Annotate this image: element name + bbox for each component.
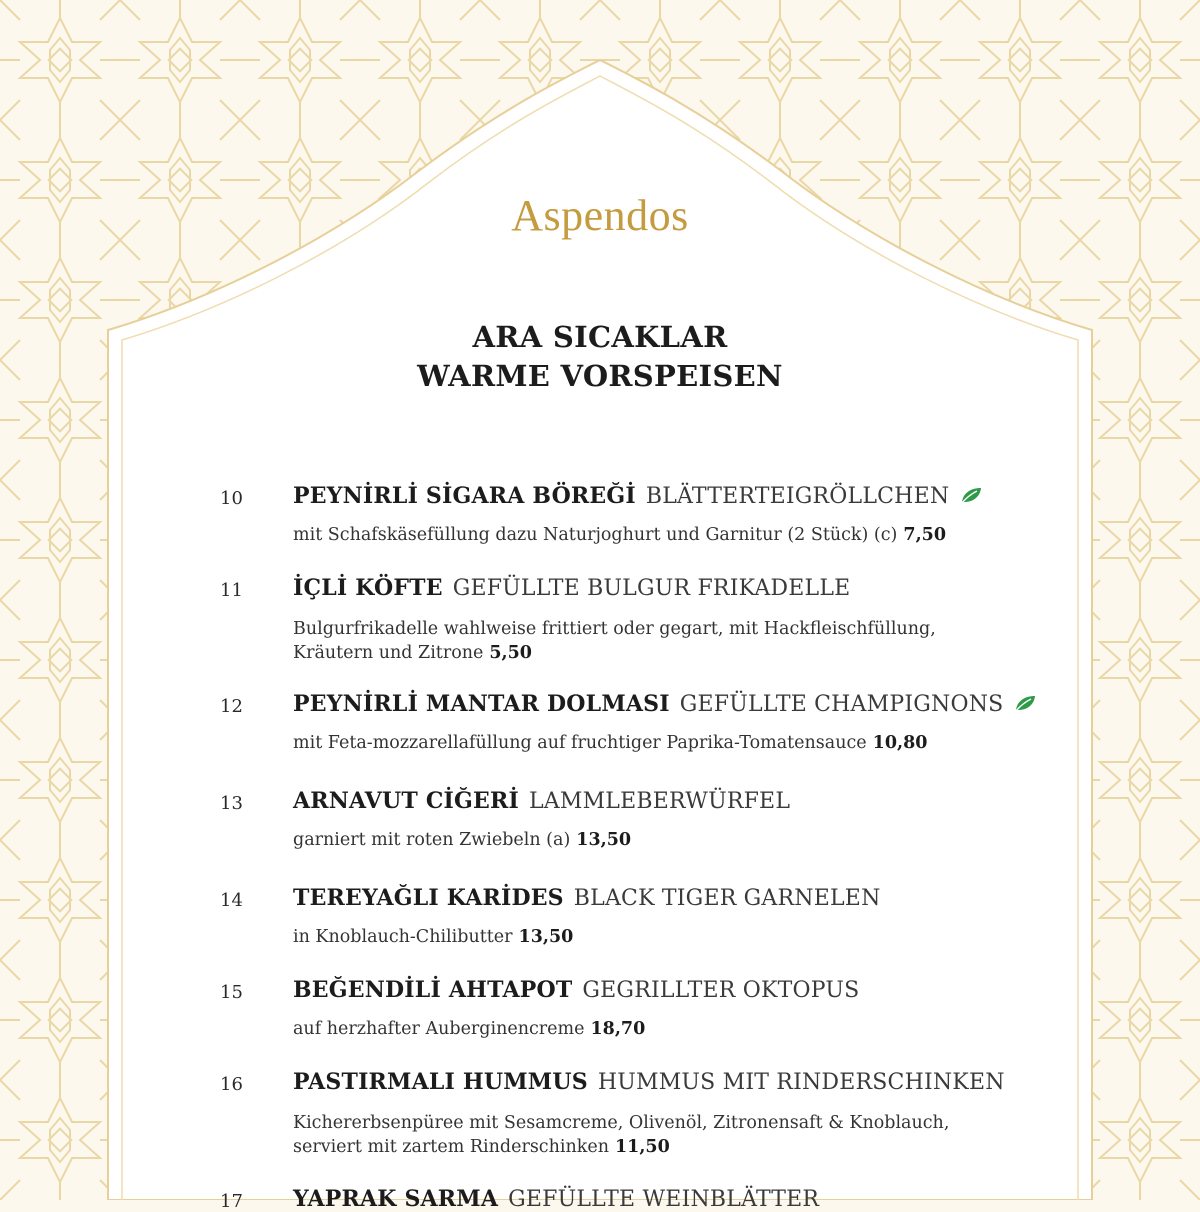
item-name-tr: İÇLİ KÖFTE <box>293 575 443 601</box>
item-name-de: BLÄTTERTEIGRÖLLCHEN <box>645 484 950 509</box>
item-price: 5,50 <box>489 643 532 663</box>
item-name-tr: PEYNİRLİ SİGARA BÖREĞİ <box>293 483 636 509</box>
item-title <box>293 483 983 509</box>
item-name-tr: PASTIRMALI HUMMUS <box>293 1069 588 1095</box>
item-title <box>293 691 1037 717</box>
item-title <box>293 885 881 911</box>
item-number: 11 <box>220 580 243 601</box>
item-number: 17 <box>220 1191 243 1212</box>
item-desc-line: mit Schafskäsefüllung dazu Naturjoghurt und Garnitur (2 Stück) (c) <box>293 525 898 545</box>
item-desc-line: Kichererbsenpüree mit Sesamcreme, Olivenöl, Zitronensaft & Knoblauch, <box>293 1113 950 1133</box>
item-name-de: GEFÜLLTE CHAMPIGNONS <box>679 692 1004 717</box>
item-number: 13 <box>220 793 243 814</box>
item-name-de: HUMMUS MIT RINDERSCHINKEN <box>597 1070 1005 1095</box>
item-description <box>293 523 993 547</box>
item-price: 11,50 <box>614 1137 670 1157</box>
item-price: 10,80 <box>872 733 928 753</box>
item-title <box>293 575 850 601</box>
item-price: 13,50 <box>576 830 632 850</box>
item-title <box>293 977 859 1003</box>
item-description <box>293 731 993 755</box>
item-number: 14 <box>220 890 243 911</box>
item-name-de: GEFÜLLTE WEINBLÄTTER <box>508 1187 820 1212</box>
item-description <box>293 1017 993 1041</box>
item-name-tr: TEREYAĞLI KARİDES <box>293 885 564 911</box>
item-desc-line: Bulgurfrikadelle wahlweise frittiert oder gegart, mit Hackfleischfüllung, <box>293 619 936 639</box>
section-title-tr: ARA SICAKLAR <box>472 320 728 354</box>
leaf-icon <box>959 485 983 505</box>
item-name-de: LAMMLEBERWÜRFEL <box>528 789 791 814</box>
item-number: 12 <box>220 696 243 717</box>
section-title-de: WARME VORSPEISEN <box>417 359 783 393</box>
item-title <box>293 1069 1005 1095</box>
item-desc-line: garniert mit roten Zwiebeln (a) <box>293 830 571 850</box>
item-price: 18,70 <box>590 1019 646 1039</box>
item-name-tr: YAPRAK SARMA <box>293 1186 499 1212</box>
item-desc-line: auf herzhafter Auberginencreme <box>293 1019 585 1039</box>
leaf-icon <box>1013 693 1037 713</box>
item-desc-line: mit Feta-mozzarellafüllung auf fruchtiger Paprika-Tomatensauce <box>293 733 867 753</box>
brand-logo: Aspendos <box>511 191 689 240</box>
item-name-tr: BEĞENDİLİ AHTAPOT <box>293 977 573 1003</box>
item-title <box>293 1186 819 1212</box>
item-description <box>293 925 993 949</box>
item-name-de: BLACK TIGER GARNELEN <box>573 886 881 911</box>
item-number: 15 <box>220 982 243 1003</box>
item-name-de: GEFÜLLTE BULGUR FRIKADELLE <box>452 576 851 601</box>
item-price: 7,50 <box>903 525 947 545</box>
item-number: 16 <box>220 1074 243 1095</box>
item-price: 13,50 <box>518 927 574 947</box>
item-desc-line: in Knoblauch-Chilibutter <box>293 927 513 947</box>
item-title <box>293 788 790 814</box>
item-description <box>293 617 993 665</box>
item-description <box>293 1111 993 1159</box>
item-number: 10 <box>220 488 243 509</box>
item-desc-line: serviert mit zartem Rinderschinken <box>293 1137 609 1157</box>
item-name-de: GEGRILLTER OKTOPUS <box>582 978 860 1003</box>
item-name-tr: ARNAVUT CİĞERİ <box>293 788 519 814</box>
item-name-tr: PEYNİRLİ MANTAR DOLMASI <box>293 691 670 717</box>
item-description <box>293 828 993 852</box>
item-desc-line: Kräutern und Zitrone <box>293 643 484 663</box>
